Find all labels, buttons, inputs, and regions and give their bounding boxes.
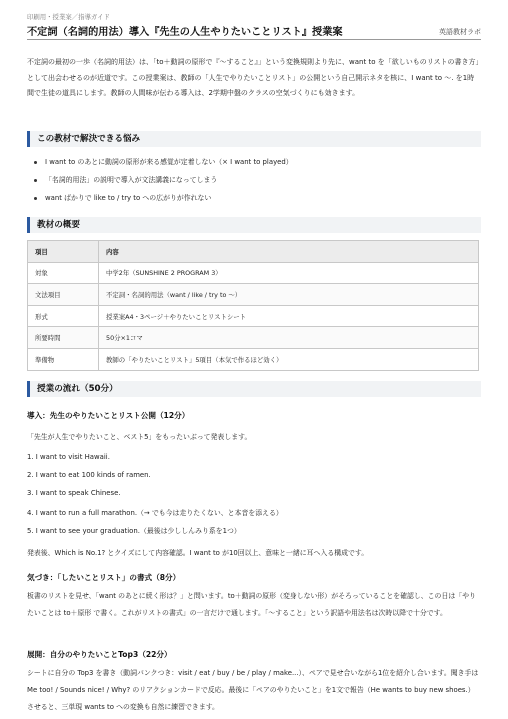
subsection-heading-notice: 気づき：「したいことリスト」の書式（8分） <box>27 573 181 582</box>
list-item: 3. I want to speak Chinese. <box>27 489 121 497</box>
table-cell-value: 不定詞・名詞的用法（want / like / try to 〜） <box>99 284 479 306</box>
section-heading-problems: この教材で解決できる悩み <box>27 131 481 147</box>
intro-paragraph: 不定詞の最初の一歩（名詞的用法）は、「to＋動詞の原形で『〜すること』」という変換規則より先に、want to を「欲しいものリストの書き方」として出会わせるのが近道です。この授業案は、教師の「人生でやりたいことリスト」の公開という自己開示ネタを核に、I want to 〜. を1時間で生徒の道具にします。教師の人間味が伝わる導入は、2学期中盤のクラスの空気づくりにも効きます。 <box>27 58 480 97</box>
notice-paragraph: 板書のリストを見せ、「want のあとに続く形は？」と問います。to＋動詞の原形（変身しない形）がそろっていることを確認し、この日は「やりたいことは to＋原形 で書く。これがリストの書式」の一言だけで通します。「〜すること」という訳語や用法名は次時以降で十分です。 <box>27 592 476 617</box>
table-header-row <box>28 241 479 263</box>
table-cell-value: 教師の「やりたいことリスト」5項目（本気で作るほど効く） <box>99 348 479 370</box>
table-row <box>28 327 479 349</box>
problem-item <box>34 156 293 166</box>
table-header-cell: 項目 <box>28 241 99 263</box>
page-title: 不定詞（名詞的用法）導入『先生の人生やりたいことリスト』授業案 <box>27 27 343 38</box>
development-paragraph: シートに自分の Top3 を書き（動詞バンクつき：visit / eat / buy / be / play / make...）、ペアで見せ合いながら1位を紹介し合います。聞き手は Me too! / Sounds nice! / Why? のリアクションカードで反応。最後に「ペアのやりたいこと」を1文で報告（He wants to buy new shoes.）させると、三単現 wants to への変換も自然に練習できます。 <box>27 669 479 711</box>
intro-step-text: 「先生が人生でやりたいこと、ベスト5」をもったいぶって発表します。 <box>27 433 252 441</box>
problem-text: 「名詞的用法」の説明で導入が文法講義になってしまう <box>45 176 218 184</box>
table-cell-label: 準備物 <box>28 348 99 370</box>
table-row <box>28 262 479 284</box>
table-cell-value: 中学2年（SUNSHINE 2 PROGRAM 3） <box>99 262 479 284</box>
table-cell-value: 授業案A4・3ページ＋やりたいことリストシート <box>99 305 479 327</box>
bullet-dot-icon <box>34 179 37 182</box>
section-heading-flow: 授業の流れ（50分） <box>27 381 481 397</box>
table-cell-value: 50分×1コマ <box>99 327 479 349</box>
overview-table <box>27 240 479 371</box>
subsection-heading-development: 展開：自分のやりたいことTop3（22分） <box>27 650 172 659</box>
subsection-heading-intro: 導入：先生のやりたいことリスト公開（12分） <box>27 411 190 420</box>
list-item: 2. I want to eat 100 kinds of ramen. <box>27 471 151 479</box>
table-cell-label: 対象 <box>28 262 99 284</box>
problem-text: I want to のあとに動詞の原形が来る感覚が定着しない（× I want to played） <box>45 158 293 166</box>
bullet-dot-icon <box>34 197 37 200</box>
table-cell-label: 形式 <box>28 305 99 327</box>
brand-name: 英語教材ラボ <box>439 28 481 36</box>
table-cell-label: 所要時間 <box>28 327 99 349</box>
problem-item <box>34 192 211 202</box>
section-heading-overview: 教材の概要 <box>27 217 481 233</box>
problem-item <box>34 174 217 184</box>
bullet-dot-icon <box>34 161 37 164</box>
list-item: 4. I want to run a full marathon.（→ でも今は走りたくない、と本音を添える） <box>27 509 283 517</box>
list-item: 5. I want to see your graduation.（最後は少ししんみり系を1つ） <box>27 527 241 535</box>
table-row <box>28 284 479 306</box>
table-header-cell: 内容 <box>99 241 479 263</box>
problem-text: want ばかりで like to / try to への広がりが作れない <box>45 194 212 202</box>
list-item: 1. I want to visit Hawaii. <box>27 453 110 461</box>
table-row <box>28 305 479 327</box>
breadcrumb: 印刷用・授業案／指導ガイド <box>27 13 110 21</box>
table-row <box>28 348 479 370</box>
table-cell-label: 文法項目 <box>28 284 99 306</box>
after-list-text: 発表後、Which is No.1? とクイズにして内容確認。I want to が10回以上、意味と一緒に耳へ入る構成です。 <box>27 549 369 557</box>
header-divider <box>27 39 481 40</box>
